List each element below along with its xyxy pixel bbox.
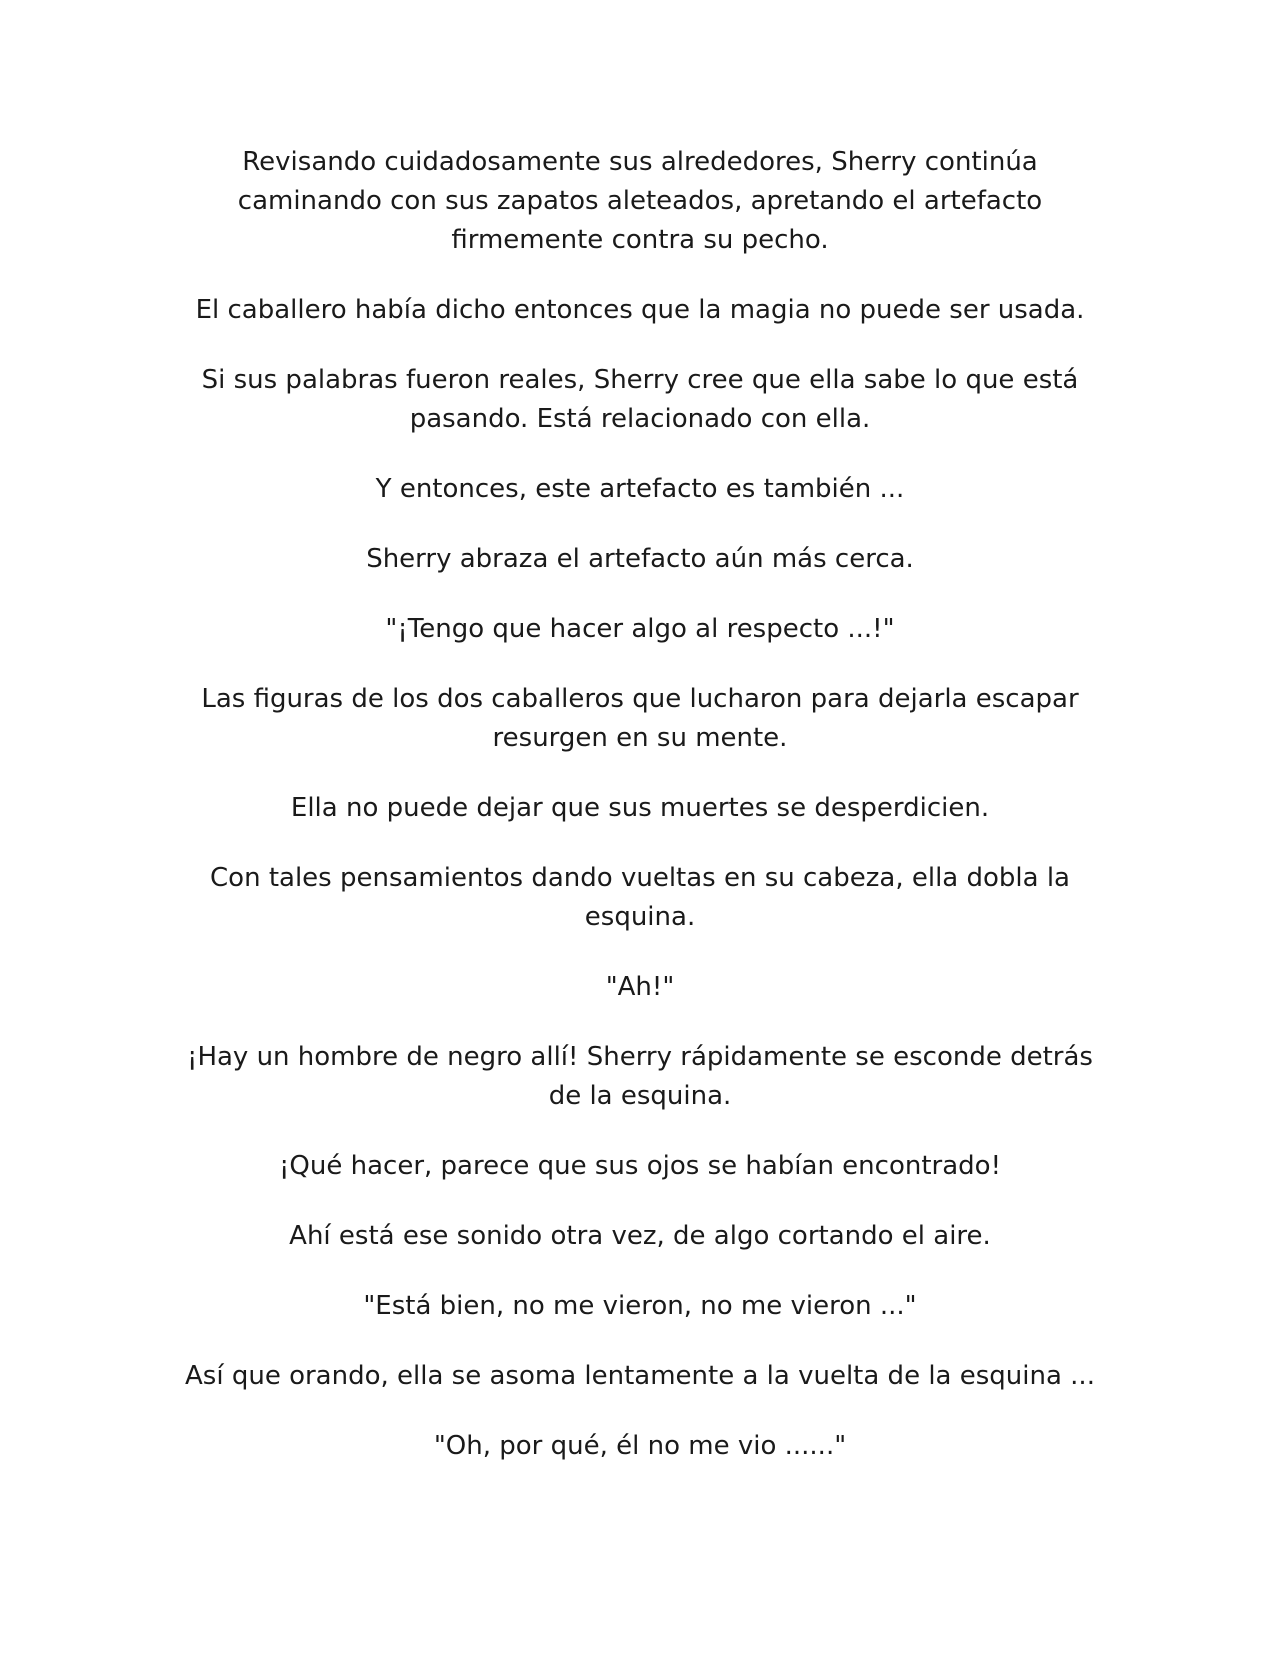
paragraph: Ahí está ese sonido otra vez, de algo cortando el aire.	[289, 1221, 991, 1251]
paragraph: "Está bien, no me vieron, no me vieron ..."	[363, 1291, 917, 1321]
paragraph: Sherry abraza el artefacto aún más cerca.	[366, 544, 914, 574]
paragraph: ¡Hay un hombre de negro allí! Sherry rápidamente se esconde detrás de la esquina.	[187, 1042, 1093, 1111]
paragraph: Revisando cuidadosamente sus alrededores, Sherry continúa caminando con sus zapatos aleteados, apretando el artefacto firmemente contra su pecho.	[237, 147, 1043, 255]
paragraph: Con tales pensamientos dando vueltas en su cabeza, ella dobla la esquina.	[210, 863, 1070, 932]
paragraph: El caballero había dicho entonces que la magia no puede ser usada.	[195, 295, 1085, 325]
paragraph: "Oh, por qué, él no me vio ......"	[433, 1431, 847, 1461]
paragraph: ¡Qué hacer, parece que sus ojos se habían encontrado!	[278, 1151, 1001, 1181]
document-body	[170, 143, 1110, 1497]
paragraph: Si sus palabras fueron reales, Sherry cree que ella sabe lo que está pasando. Está relacionado con ella.	[201, 365, 1079, 434]
paragraph: Así que orando, ella se asoma lentamente a la vuelta de la esquina ...	[185, 1361, 1095, 1391]
paragraph: Ella no puede dejar que sus muertes se desperdicien.	[290, 793, 990, 823]
paragraph: Las figuras de los dos caballeros que lucharon para dejarla escapar resurgen en su mente.	[201, 684, 1079, 753]
paragraph: "Ah!"	[605, 972, 675, 1002]
paragraph: Y entonces, este artefacto es también ...	[375, 474, 905, 504]
paragraph: "¡Tengo que hacer algo al respecto ...!"	[385, 614, 895, 644]
